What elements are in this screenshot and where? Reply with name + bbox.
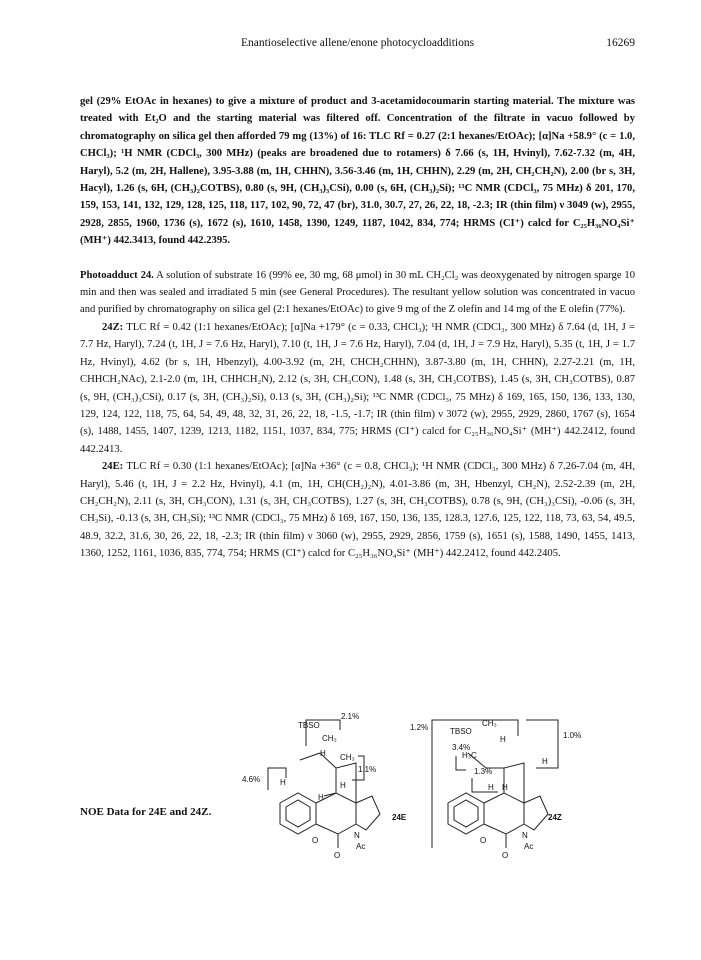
running-title: Enantioselective allene/enone photocycloadditions [240,37,475,49]
h-label: H [280,778,286,787]
paragraph-24z: 24Z: TLC Rf = 0.42 (1:1 hexanes/EtOAc); [α]Na +179° (c = 0.33, CHCl₃); ¹H NMR (CDCl₃, 300 MHz) δ 7.64 (d, 1H, J = 7.7 Hz, Haryl), 7.24 (t, 1H, J = 7.6 Hz, Haryl), 7.10 (t, 1H, J = 7.6 Hz, Haryl), 7.04 (d, 1H, J = 7.9 Hz, Haryl), 5.35 (t, 1H, J = 1.7 Hz, Hvinyl), 4.62 (br s, 1H, Hbenzyl), 4.00-3.92 (m, 2H, CHCH₂CHHN), 3.87-3.80 (m, 1H, CHHN), 2.27-2.21 (m, 1H, CHHCH₂NAc), 2.1-2.0 (m, 1H, CHHCH₂N), 2.12 (s, 3H, CH₃CON), 1.48 (s, 3H, CH₃COTBS), 1.45 (s, 3H, CH₃COTBS), 0.87 (s, 9H, (CH₃)₃CSi), 0.17 (s, 3H, (CH₃)₂Si), 0.13 (s, 3H, (CH₃)₂Si); ¹³C NMR (CDCl₃, 75 MHz) δ 169, 165, 150, 136, 133, 130, 129, 124, 122, 118, 75, 64, 54, 49, 48, 32, 31, 26, 22, 18, -1.5, -1.7; IR (thin film) ν 3072 (w), 2955, 2929, 2860, 1767 (s), 1654 (s), 1488, 1455, 1407, 1239, 1213, 1182, 1151, 1037, 834, 775; HRMS (CI⁺) calcd for C₂₅H₃₆NO₄Si⁺ (MH⁺) 442.2412, found 442.2413. [80,321,636,455]
paragraph-photoadduct-24: Photoadduct 24. A solution of substrate 16 (99% ee, 30 mg, 68 μmol) in 30 mL CH₂Cl₂ was deoxygenated by nitrogen sparge 10 min and then was sealed and irradiated 5 min (see General Procedures). The resultant yellow solution was concentrated in vacuo and purified by chromatography on silica gel (2:1 hexanes/EtOAc) to give 9 mg of the Z olefin and 14 mg of the E olefin (77%). [80,269,636,316]
h-label: H [320,749,326,758]
h-label: H [340,781,346,790]
n-label: N [522,831,528,840]
noe-structures-figure [240,708,582,883]
structure-24z [432,720,558,848]
structure-24e-labels [242,712,407,860]
noe-pct: 4.6% [242,775,261,784]
ac-label: Ac [356,842,366,851]
paragraph-lead: Photoadduct 24. [80,269,154,281]
h-label: H [318,793,324,802]
noe-pct: 1.1% [358,765,377,774]
n-label: N [354,831,360,840]
compound-label: 24E [392,813,407,822]
noe-pct: 1.0% [563,731,582,740]
paragraph-lead: 24E: [102,461,124,473]
ch3-label: CH₃ [340,753,355,762]
noe-pct: 3.4% [452,743,471,752]
o-label: O [502,851,509,860]
paragraph-24e: 24E: TLC Rf = 0.30 (1:1 hexanes/EtOAc); [α]Na +36° (c = 0.8, CHCl₃); ¹H NMR (CDCl₃, 300 MHz) δ 7.26-7.04 (m, 4H, Haryl), 5.46 (t, 1H, J = 2.2 Hz, Hvinyl), 4.1 (m, 1H, CH(CH₂)₂N), 4.01-3.86 (m, 3H, Hbenzyl, CH₂N), 2.52-2.39 (m, 2H, CH₂CH₂N), 2.11 (s, 3H, CH₃CON), 1.31 (s, 3H, CH₃COTBS), 1.27 (s, 3H, CH₃COTBS), 0.78 (s, 9H, (CH₃)₃CSi), -0.06 (s, 3H, CH₃Si), -0.13 (s, 3H, CH₃Si); ¹³C NMR (CDCl₃, 75 MHz) δ 169, 167, 150, 136, 135, 128.3, 127.6, 125, 122, 118, 73, 63, 54, 49.5, 48.9, 32.2, 31.6, 30, 26, 22, 18, -2.3; IR (thin film) ν 3060 (w), 2955, 2929, 2856, 1759 (s), 1651 (s), 1588, 1490, 1455, 1413, 1360, 1252, 1161, 1036, 835, 774, 754; HRMS (CI⁺) calcd for C₂₅H₃₆NO₄Si⁺ (MH⁺) 442.2412, found 442.2405. [80,461,635,560]
structure-24z-labels [410,719,581,860]
noe-caption: NOE Data for 24E and 24Z. [80,806,212,818]
ch3-label: CH₃ [322,734,337,743]
tbso-label: TBSO [450,727,472,736]
noe-pct: 1.2% [410,723,429,732]
h-label: H [488,783,494,792]
page-number: 16269 [606,37,635,49]
running-header [80,37,635,55]
h-label: H [500,735,506,744]
noe-structures-svg [240,708,582,883]
h-label: H [502,783,508,792]
h3c-label: H₃C [462,751,477,760]
ch3-label: CH₃ [482,719,497,728]
body-text [80,93,635,563]
noe-pct: 2.1% [341,712,360,721]
ac-label: Ac [524,842,534,851]
o-label: O [480,836,487,845]
noe-pct: 1.3% [474,767,493,776]
paragraph-lead: 24Z: [102,321,124,333]
paragraph-compound-16: gel (29% EtOAc in hexanes) to give a mixture of product and 3-acetamidocoumarin starting material. The mixture was treated with Et₂O and the starting material was filtered off. Concentration of the filtrate in vacuo followed by chromatography on silica gel then afforded 79 mg (13%) of 16: TLC Rf = 0.27 (2:1 hexanes/EtOAc); [α]Na +58.9° (c = 1.0, CHCl₃); ¹H NMR (CDCl₃, 300 MHz) (peaks are broadened due to rotamers) δ 7.66 (s, 1H, Hvinyl), 7.62-7.32 (m, 4H, Haryl), 5.2 (m, 2H, Hallene), 3.95-3.88 (m, 1H, CHHN), 3.56-3.46 (m, 1H, CHHN), 2.29 (m, 2H, CH₂CH₂N), 2.00 (br s, 3H, Hacyl), 1.26 (s, 6H, (CH₃)₂COTBS), 0.80 (s, 9H, (CH₃)₃CSi), 0.00 (s, 6H, (CH₃)₂Si); ¹³C NMR (CDCl₃, 75 MHz) δ 201, 170, 159, 153, 141, 132, 129, 128, 125, 118, 117, 102, 90, 72, 47 (br), 31.0, 30.7, 27, 26, 22, 18, -2.3; IR (thin film) ν 3049 (w), 2955, 2928, 2855, 1960, 1736 (s), 1672 (s), 1610, 1458, 1390, 1249, 1187, 1042, 834, 774; HRMS (CI⁺) calcd for C₂₅H₃₆NO₄Si⁺ (MH⁺) 442.3413, found 442.2395. [80,96,635,247]
h-label: H [542,757,548,766]
tbso-label: TBSO [298,721,320,730]
o-label: O [334,851,341,860]
o-label: O [312,836,319,845]
compound-label: 24Z [548,813,562,822]
